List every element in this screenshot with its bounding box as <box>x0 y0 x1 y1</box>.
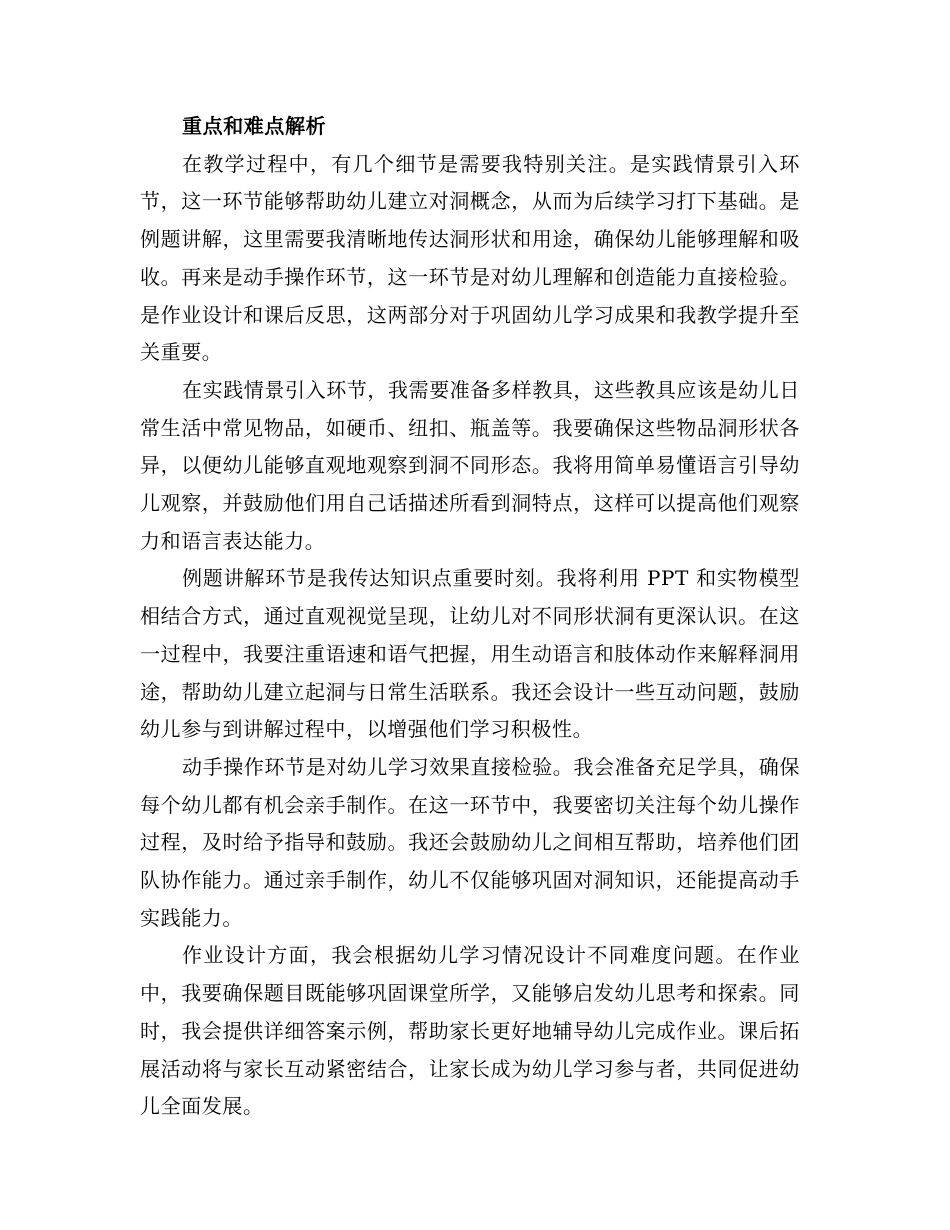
paragraph-2: 在实践情景引入环节，我需要准备多样教具，这些教具应该是幼儿日常生活中常见物品，如硬币、纽扣、瓶盖等。我要确保这些物品洞形状各异，以便幼儿能够直观地观察到洞不同形态。我将用简单易懂语言引导幼儿观察，并鼓励他们用自己话描述所看到洞特点，这样可以提高他们观察力和语言表达能力。 <box>140 377 800 553</box>
section-heading: 重点和难点解析 <box>182 114 327 138</box>
document-page <box>140 108 800 1126</box>
paragraph-1: 在教学过程中，有几个细节是需要我特别关注。是实践情景引入环节，这一环节能够帮助幼儿建立对洞概念，从而为后续学习打下基础。是例题讲解，这里需要我清晰地传达洞形状和用途，确保幼儿能够理解和吸收。再来是动手操作环节，这一环节是对幼儿理解和创造能力直接检验。是作业设计和课后反思，这两部分对于巩固幼儿学习成果和我教学提升至关重要。 <box>140 151 800 365</box>
paragraph-5: 作业设计方面，我会根据幼儿学习情况设计不同难度问题。在作业中，我要确保题目既能够巩固课堂所学，又能够启发幼儿思考和探索。同时，我会提供详细答案示例，帮助家长更好地辅导幼儿完成作业。课后拓展活动将与家长互动紧密结合，让家长成为幼儿学习参与者，共同促进幼儿全面发展。 <box>140 943 800 1119</box>
paragraph-3: 例题讲解环节是我传达知识点重要时刻。我将利用 PPT 和实物模型相结合方式，通过直观视觉呈现，让幼儿对不同形状洞有更深认识。在这一过程中，我要注重语速和语气把握，用生动语言和肢体动作来解释洞用途，帮助幼儿建立起洞与日常生活联系。我还会设计一些互动问题，鼓励幼儿参与到讲解过程中，以增强他们学习积极性。 <box>140 566 800 742</box>
paragraph-4: 动手操作环节是对幼儿学习效果直接检验。我会准备充足学具，确保每个幼儿都有机会亲手制作。在这一环节中，我要密切关注每个幼儿操作过程，及时给予指导和鼓励。我还会鼓励幼儿之间相互帮助，培养他们团队协作能力。通过亲手制作，幼儿不仅能够巩固对洞知识，还能提高动手实践能力。 <box>140 754 800 930</box>
